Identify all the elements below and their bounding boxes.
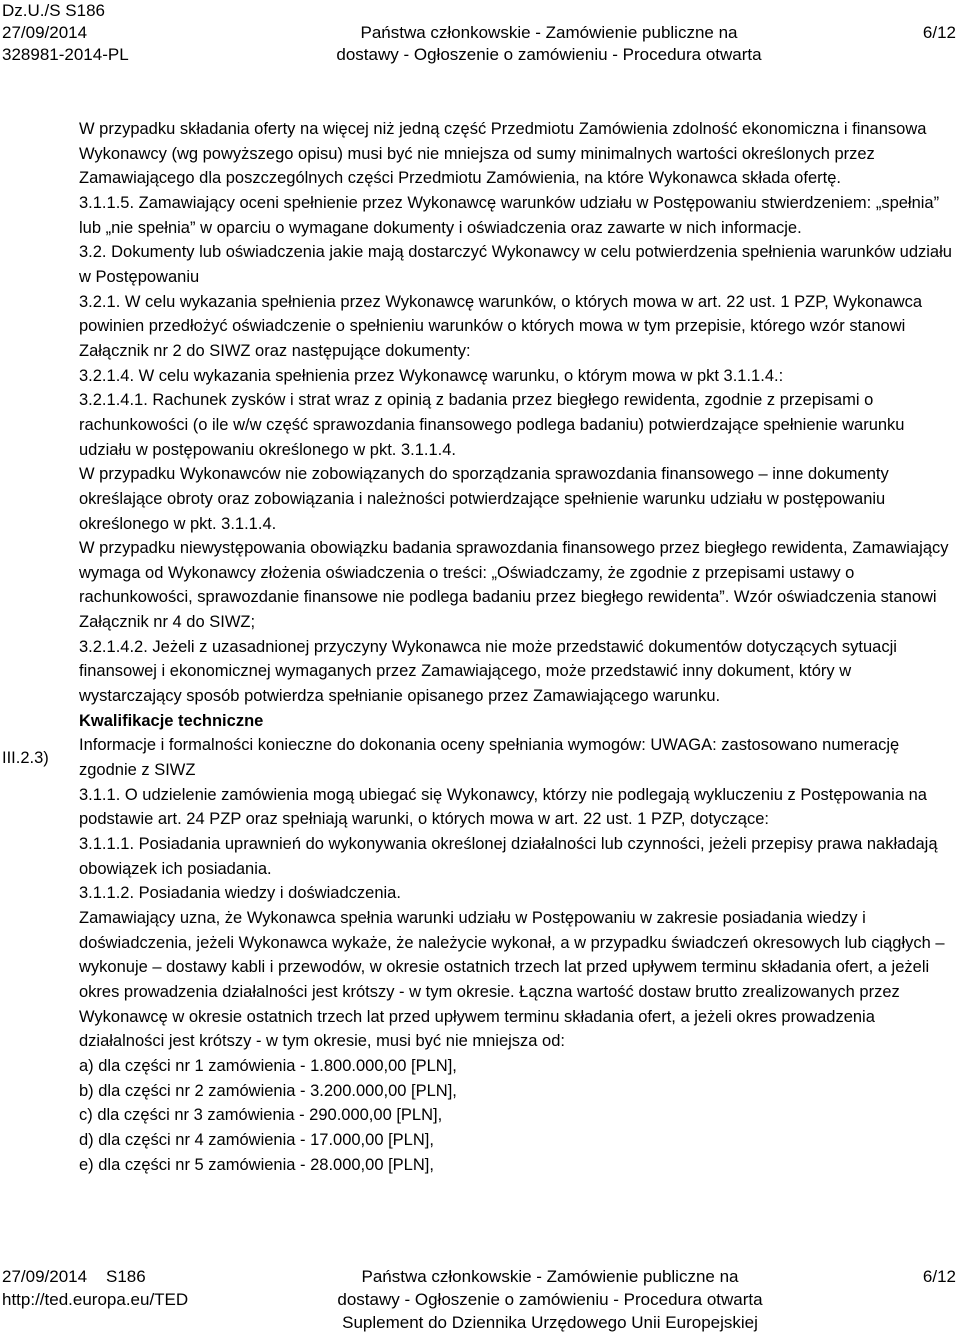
list-item: e) dla części nr 5 zamówienia - 28.000,00 [PLN], bbox=[79, 1155, 434, 1174]
header-page-number: 6/12 bbox=[922, 23, 956, 42]
paragraph: 3.2.1.4.2. Jeżeli z uzasadnionej przyczyny Wykonawca nie może przedstawić dokumentów dotyczących sytuacji finansowej i ekonomicznej wymaganych przez Zamawiającego, może przedstawić inny dokument, który w wystarczający sposób potwierdza spełnianie opisanego przez Zamawiającego warunku. bbox=[79, 637, 897, 706]
paragraph: W przypadku niewystępowania obowiązku badania sprawozdania finansowego przez biegłego rewidenta, Zamawiający wymaga od Wykonawcy złożenia oświadczenia o treści: „Oświadczamy, że zgodnie z przepisami ustawy o rachunkowości, sprawozdanie finansowe nie podlega badaniu przez biegłego rewidenta”. Wzór oświadczenia stanowi Załącznik nr 4 do SIWZ; bbox=[79, 539, 949, 632]
document-body bbox=[79, 117, 955, 1177]
header-title bbox=[334, 22, 764, 66]
paragraph: Informacje i formalności konieczne do dokonania oceny spełniania wymogów: UWAGA: zastosowano numerację zgodnie z SIWZ bbox=[79, 736, 900, 780]
footer-title-line2: dostawy - Ogłoszenie o zamówieniu - Procedura otwarta bbox=[337, 1290, 763, 1309]
paragraph: 3.2.1.4. W celu wykazania spełnienia przez Wykonawcę warunku, o którym mowa w pkt 3.1.1.4.: bbox=[79, 366, 784, 385]
header-doc-id: 328981-2014-PL bbox=[2, 45, 129, 64]
footer-date: 27/09/2014 bbox=[2, 1267, 88, 1286]
paragraph: 3.1.1.1. Posiadania uprawnień do wykonywania określonej działalności lub czynności, jeżeli przepisy prawa nakładają obowiązek ich posiadania. bbox=[79, 835, 938, 878]
section-number: III.2.3) bbox=[2, 749, 49, 767]
paragraph: 3.1.1.2. Posiadania wiedzy i doświadczenia. bbox=[79, 884, 401, 903]
footer-series: S186 bbox=[106, 1267, 146, 1286]
paragraph: W przypadku Wykonawców nie zobowiązanych do sporządzania sprawozdania finansowego – inne dokumenty określające obroty oraz zobowiązania i należności potwierdzające spełnienie warunku udziału w postępowaniu określonego w pkt. 3.1.1.4. bbox=[79, 465, 889, 533]
list-item: d) dla części nr 4 zamówienia - 17.000,00 [PLN], bbox=[79, 1130, 434, 1149]
paragraph: 3.1.1. O udzielenie zamówienia mogą ubiegać się Wykonawcy, którzy nie podlegają wykluczeniu z Postępowania na podstawie art. 24 PZP oraz spełniają warunki, o których mowa w art. 22 ust. 1 PZP, dotyczące: bbox=[79, 785, 927, 829]
header-ref: Dz.U./S S186 bbox=[2, 1, 105, 20]
paragraph: 3.1.1.5. Zamawiający oceni spełnienie przez Wykonawcę warunków udziału w Postępowaniu stwierdzeniem: „spełnia” lub „nie spełnia” w oparciu o wymagane dokumenty i oświadczenia oraz zawarte w nich informacje. bbox=[79, 193, 940, 237]
section-heading: Kwalifikacje techniczne bbox=[79, 711, 264, 730]
paragraph: W przypadku składania oferty na więcej niż jedną część Przedmiotu Zamówienia zdolność ekonomiczna i finansowa Wykonawcy (wg powyższego opisu) musi być nie mniejsza od sumy minimalnych wartości określonych przez Zamawiającego dla poszczególnych części Przedmiotu Zamówienia, na które Wykonawca składa ofertę. bbox=[79, 120, 927, 188]
footer-meta bbox=[2, 1266, 188, 1312]
footer-title-line3: Suplement do Dziennika Urzędowego Unii Europejskiej bbox=[342, 1313, 758, 1332]
paragraph: 3.2.1. W celu wykazania spełnienia przez Wykonawcę warunków, o których mowa w art. 22 ust. 1 PZP, Wykonawca powinien przedłożyć oświadczenie o spełnieniu warunków o których mowa w tym przepisie, którego wzór stanowi Załącznik nr 2 do SIWZ oraz następujące dokumenty: bbox=[79, 292, 923, 360]
list-item: b) dla części nr 2 zamówienia - 3.200.000,00 [PLN], bbox=[79, 1081, 457, 1100]
header-meta bbox=[2, 0, 129, 66]
footer-page-number: 6/12 bbox=[922, 1267, 956, 1286]
paragraph: 3.2. Dokumenty lub oświadczenia jakie mają dostarczyć Wykonawcy w celu potwierdzenia spełnienia warunków udziału w Postępowaniu bbox=[79, 243, 952, 286]
footer-title bbox=[300, 1266, 800, 1335]
header-title-line2: dostawy - Ogłoszenie o zamówieniu - Procedura otwarta bbox=[336, 45, 762, 64]
footer-url: http://ted.europa.eu/TED bbox=[2, 1290, 189, 1309]
header-title-line1: Państwa członkowskie - Zamówienie publiczne na bbox=[360, 23, 738, 42]
paragraph: Zamawiający uzna, że Wykonawca spełnia warunki udziału w Postępowaniu w zakresie posiadania wiedzy i doświadczenia, jeżeli Wykonawca wykaże, że należycie wykonał, a w przypadku świadczeń okresowych lub ciągłych – wykonuje – dostawy kabli i przewodów, w okresie ostatnich trzech lat przed upływem terminu składania ofert, a jeżeli okres prowadzenia działalności jest krótszy - w tym okresie. Łączna wartość dostaw brutto zrealizowanych przez Wykonawcę w okresie ostatnich trzech lat przed upływem terminu składania ofert, a jeżeli okres prowadzenia działalności jest krótszy - w tym okresie, musi być nie mniejsza od: bbox=[79, 909, 945, 1051]
footer-title-line1: Państwa członkowskie - Zamówienie publiczne na bbox=[361, 1267, 739, 1286]
list-item: a) dla części nr 1 zamówienia - 1.800.000,00 [PLN], bbox=[79, 1056, 457, 1075]
header-date: 27/09/2014 bbox=[2, 23, 88, 42]
footer-date-series bbox=[2, 1266, 188, 1289]
list-item: c) dla części nr 3 zamówienia - 290.000,00 [PLN], bbox=[79, 1106, 443, 1125]
paragraph: 3.2.1.4.1. Rachunek zysków i strat wraz z opinią z badania przez biegłego rewidenta, zgodnie z przepisami o rachunkowości (o ile w/w część sprawozdania finansowego podlega badaniu) potwierdzające spełnienie warunku udziału w postępowaniu określonego w pkt. 3.1.1.4. bbox=[79, 391, 905, 459]
